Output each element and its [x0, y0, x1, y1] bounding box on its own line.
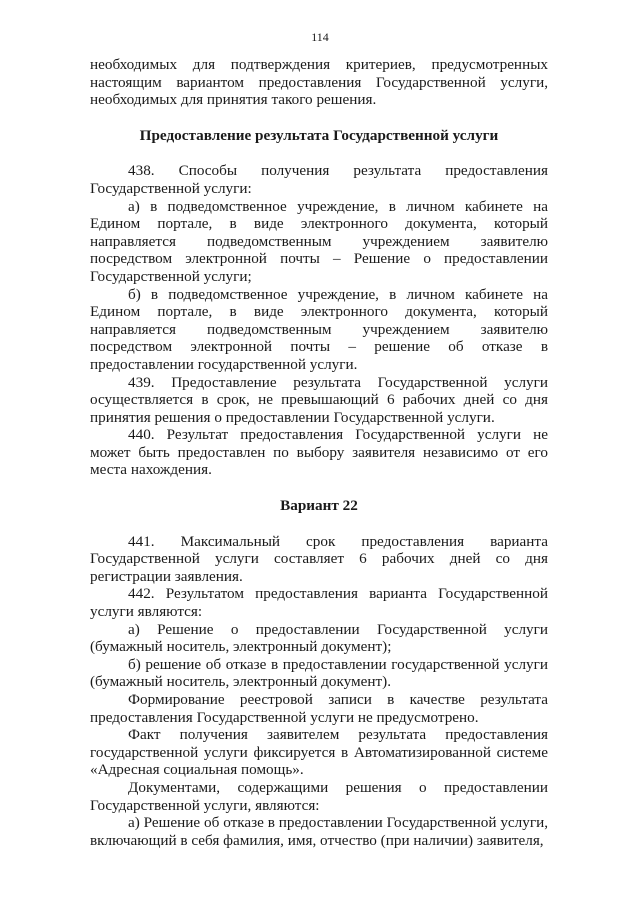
section-heading-result: Предоставление результата Государственной услуги: [139, 126, 499, 144]
section-heading-variant-22: Вариант 22: [280, 497, 358, 515]
paragraph-decision-documents-a: а) Решение об отказе в предоставлении Государственной услуги, включающий в себя фамилия, имя, отчество (при наличии) заявителя,: [90, 814, 548, 849]
paragraph-442-a: а) Решение о предоставлении Государственной услуги (бумажный носитель, электронный документ);: [90, 620, 548, 656]
paragraph-continued: необходимых для подтверждения критериев, предусмотренных настоящим вариантом предоставления Государственной услуги, необходимых для принятия такого решения.: [90, 56, 548, 109]
paragraph-442: 442. Результатом предоставления варианта Государственной услуги являются:: [90, 585, 548, 621]
paragraph-440: 440. Результат предоставления Государственной услуги не может быть предоставлен по выбору заявителя независимо от его места нахождения.: [90, 426, 548, 479]
paragraph-438-a: а) в подведомственное учреждение, в личном кабинете на Едином портале, в виде электронного документа, который направляется подведомственным учреждением заявителю посредством электронной почты – Решение о предоставлении Государственной услуги;: [90, 197, 548, 285]
paragraph-decision-documents: Документами, содержащими решения о предоставлении Государственной услуги, являются:: [90, 778, 548, 814]
document-body: [90, 56, 548, 849]
paragraph-registry-record: Формирование реестровой записи в качестве результата предоставления Государственной услуги не предусмотрено.: [90, 691, 548, 726]
paragraph-441: 441. Максимальный срок предоставления варианта Государственной услуги составляет 6 рабочих дней со дня регистрации заявления.: [90, 532, 548, 585]
paragraph-439: 439. Предоставление результата Государственной услуги осуществляется в срок, не превышающий 6 рабочих дней со дня принятия решения о предоставлении Государственной услуги.: [90, 373, 548, 426]
paragraph-438: 438. Способы получения результата предоставления Государственной услуги:: [90, 162, 548, 197]
paragraph-442-b: б) решение об отказе в предоставлении государственной услуги (бумажный носитель, электронный документ).: [90, 655, 548, 691]
paragraph-438-b: б) в подведомственное учреждение, в личном кабинете на Едином портале, в виде электронного документа, который направляется подведомственным учреждением заявителю посредством электронной почты – решение об отказе в предоставлении государственной услуги.: [90, 285, 548, 373]
page-number: 114: [311, 30, 329, 44]
paragraph-receipt-fact: Факт получения заявителем результата предоставления государственной услуги фиксируется в Автоматизированной системе «Адресная социальная помощь».: [90, 726, 548, 779]
